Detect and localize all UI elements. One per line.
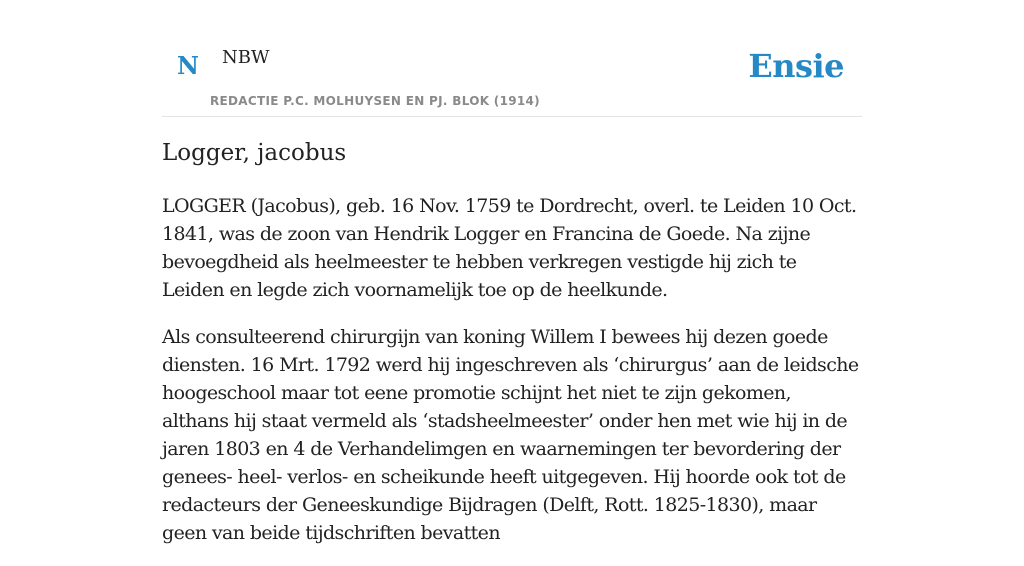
article-body [162, 192, 862, 566]
article-paragraph: LOGGER (Jacobus), geb. 16 Nov. 1759 te Dordrecht, overl. te Leiden 10 Oct. 1841, was de zoon van Hendrik Logger en Francina de Goede. Na zijne bevoegdheid als heelmeester te hebben verkregen vestigde hij zich te Leiden en legde zich voornamelijk toe op de heelkunde. [162, 195, 857, 301]
source-logo[interactable]: N [177, 51, 199, 80]
article-paragraph: Als consulteerend chirurgijn van koning Willem I bewees hij dezen goede diensten. 16 Mrt. 1792 werd hij ingeschreven als ‘chirurgus’ aan de leidsche hoogeschool maar tot eene promotie schijnt het niet te zijn gekomen, althans hij staat vermeld als ‘stadsheelmeester’ onder hen met wie hij in de jaren 1803 en 4 de Verhandelimgen en waarnemingen ter bevordering der genees- heel- verlos- en scheikunde heeft uitgegeven. Hij hoorde ook tot de redacteurs der Geneeskundige Bijdragen (Delft, Rott. 1825-1830), maar geen van beide tijdschriften bevatten [162, 326, 859, 544]
source-subtitle: REDACTIE P.C. MOLHUYSEN EN PJ. BLOK (1914) [210, 94, 540, 108]
source-name[interactable]: NBW [222, 47, 270, 68]
brand-logo[interactable]: Ensie [748, 47, 844, 85]
article-title: Logger, jacobus [162, 140, 347, 166]
header [162, 0, 862, 117]
